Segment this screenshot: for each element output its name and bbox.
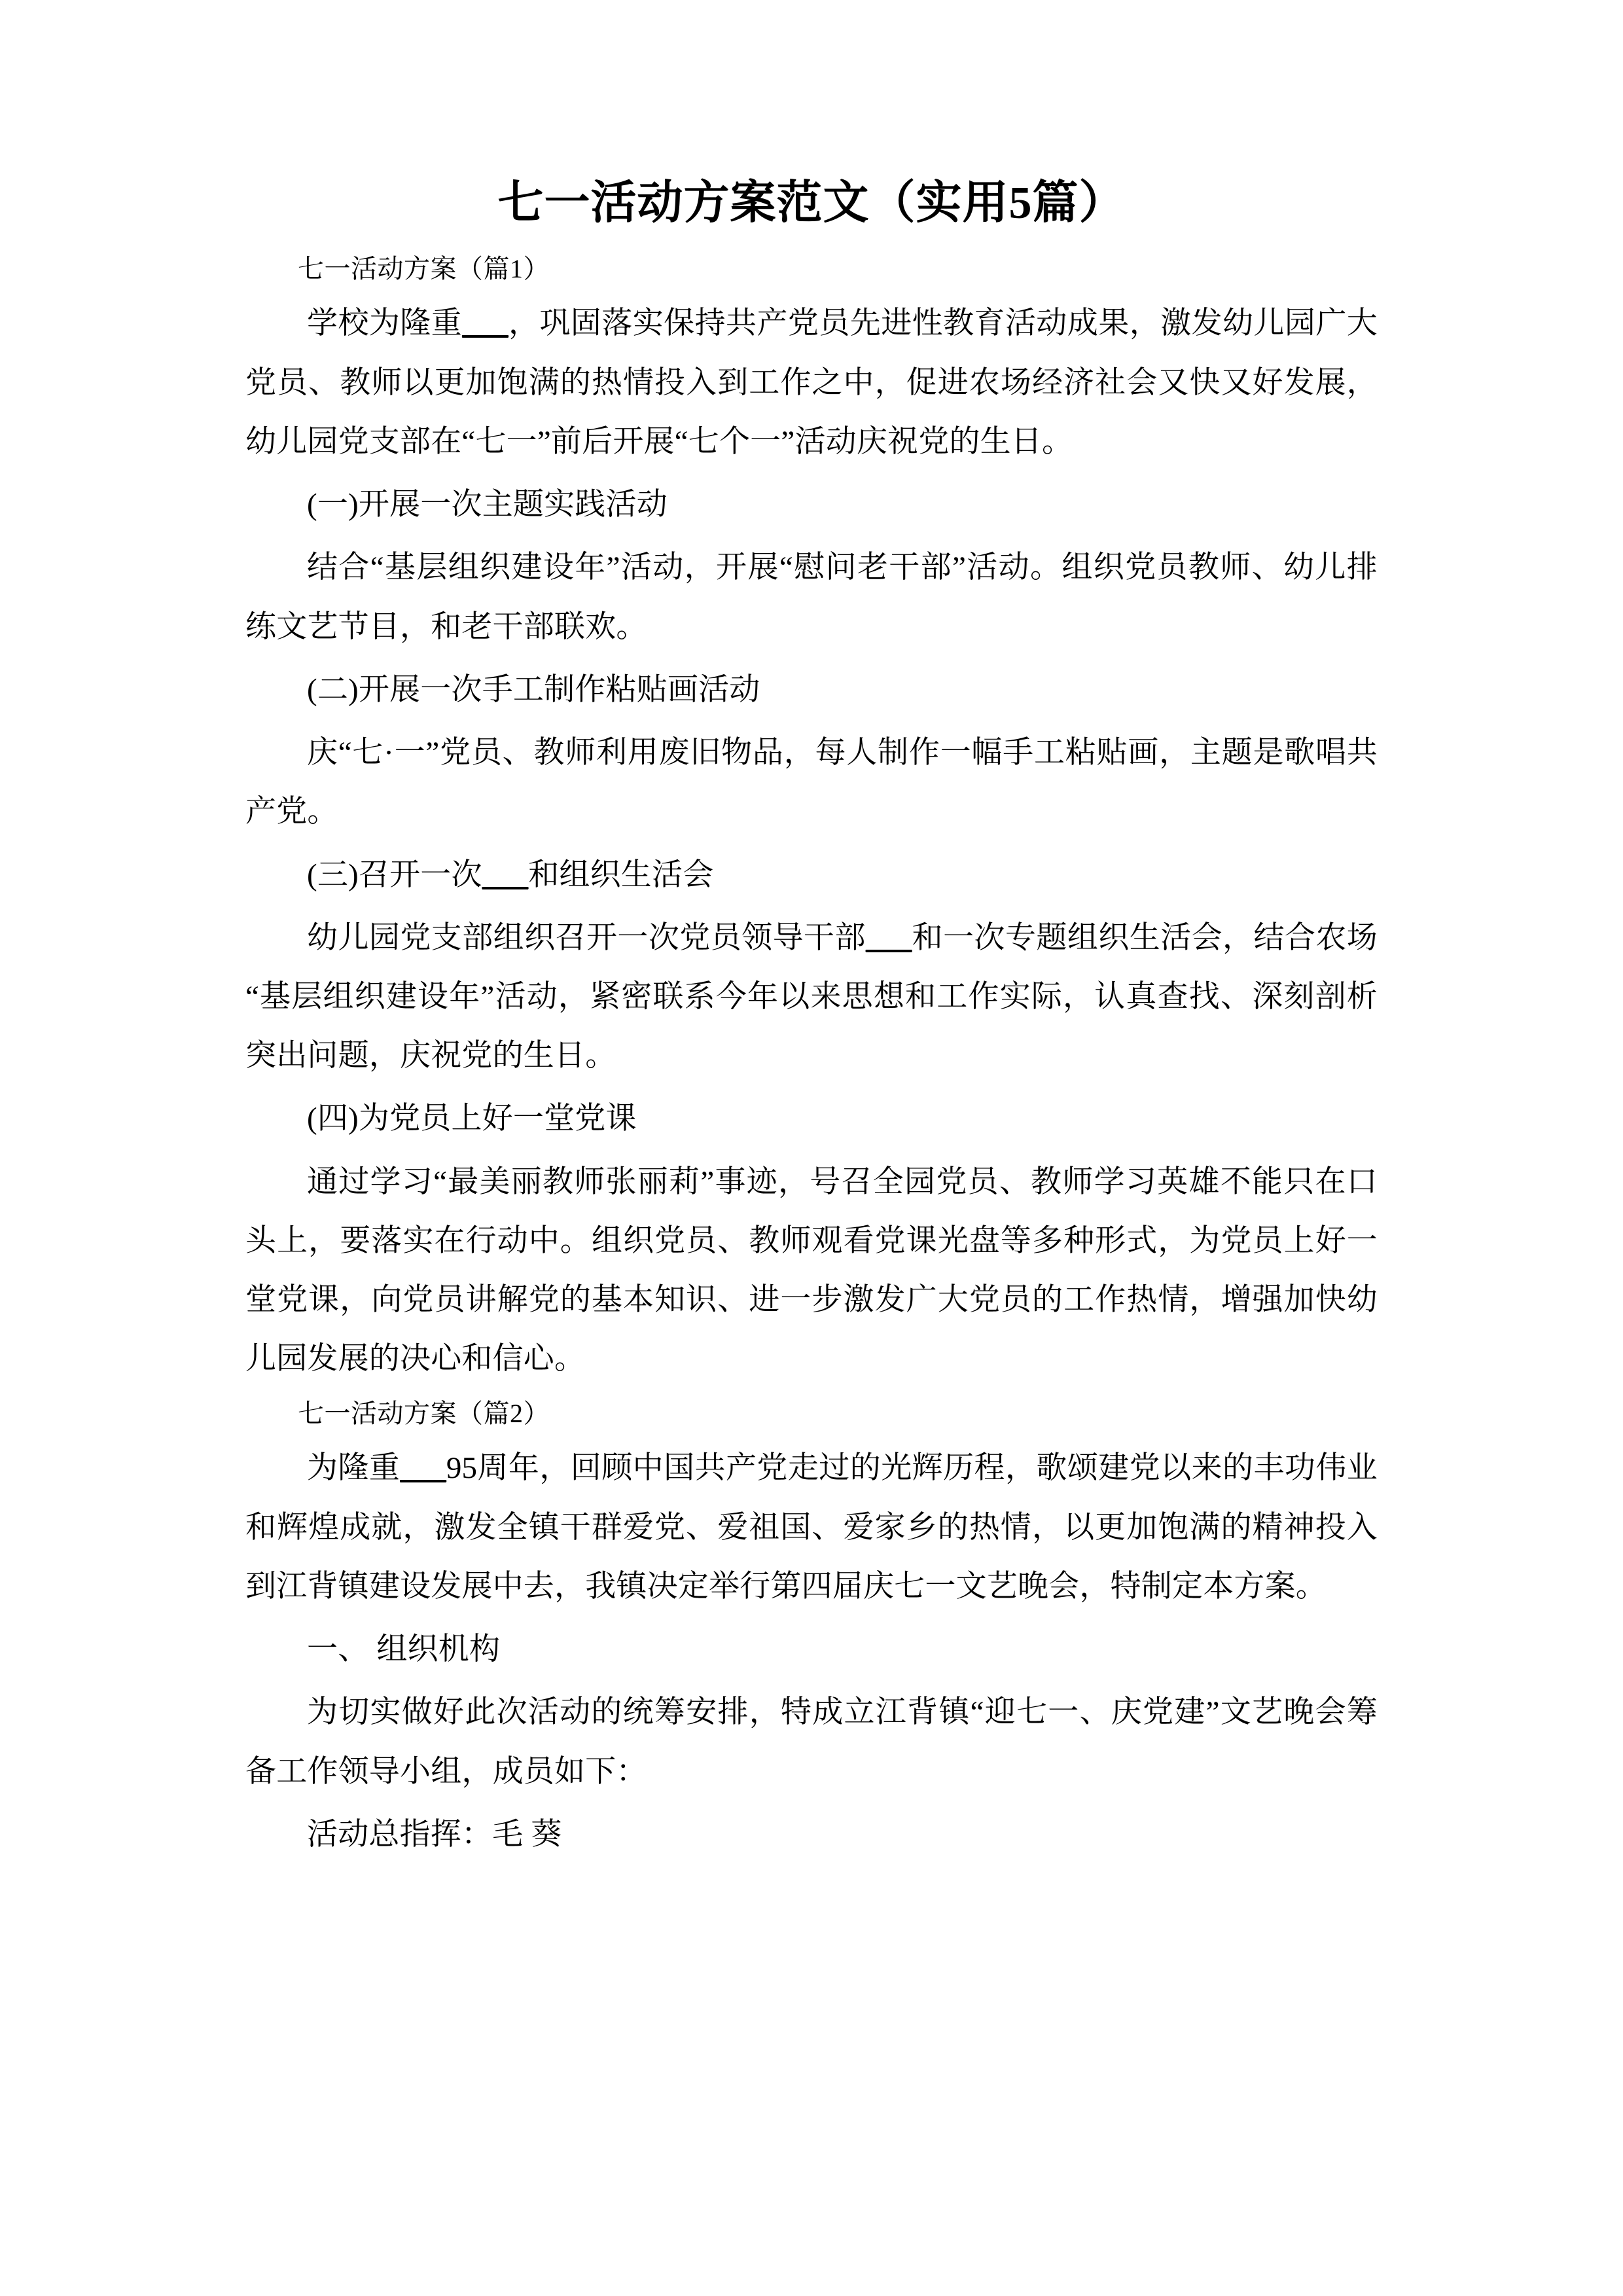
body-paragraph: 为切实做好此次活动的统筹安排，特成立江背镇“迎七一、庆党建”文艺晚会筹备工作领导小组，成员如下：: [245, 1695, 1378, 1789]
sub-heading: (四)为党员上好一堂党课: [307, 1102, 637, 1136]
blank-fill: ___: [482, 857, 529, 892]
sub-heading: (一)开展一次主题实践活动: [307, 488, 668, 522]
body-paragraph: 幼儿园党支部组织召开一次党员领导干部___和一次专题组织生活会，结合农场“基层组织建设年”活动，紧密联系今年以来思想和工作实际，认真查找、深刻剖析突出问题，庆祝党的生日。: [245, 920, 1378, 1073]
blank-fill: ___: [865, 920, 912, 955]
page-title: 七一活动方案范文（实用5篇）: [497, 178, 1126, 228]
sub-heading: 一、 组织机构: [307, 1632, 501, 1667]
blank-fill: ___: [400, 1451, 446, 1486]
document-body: [245, 248, 1378, 1864]
body-paragraph: 学校为隆重___，巩固落实保持共产党员先进性教育活动成果，激发幼儿园广大党员、教师以更加饱满的热情投入到工作之中，促进农场经济社会又快又好发展，幼儿园党支部在“七一”前后开展“七个一”活动庆祝党的生日。: [245, 306, 1378, 459]
section-heading: 七一活动方案（篇2）: [298, 1398, 550, 1428]
body-paragraph: 结合“基层组织建设年”活动，开展“慰问老干部”活动。组织党员教师、幼儿排练文艺节目，和老干部联欢。: [245, 550, 1378, 644]
document-content: [245, 177, 1378, 1868]
body-paragraph: 为隆重___95周年，回顾中国共产党走过的光辉历程，歌颂建党以来的丰功伟业和辉煌成就，激发全镇干群爱党、爱祖国、爱家乡的热情，以更加饱满的精神投入到江背镇建设发展中去，我镇决定举行第四届庆七一文艺晚会，特制定本方案。: [245, 1451, 1378, 1604]
section-heading: 七一活动方案（篇1）: [298, 253, 550, 283]
sub-heading: (三)召开一次___和组织生活会: [307, 857, 714, 892]
blank-fill: ___: [462, 306, 508, 341]
body-paragraph: 通过学习“最美丽教师张丽莉”事迹，号召全园党员、教师学习英雄不能只在口头上，要落实在行动中。组织党员、教师观看党课光盘等多种形式，为党员上好一堂党课，向党员讲解党的基本知识、进一步激发广大党员的工作热情，增强加快幼儿园发展的决心和信心。: [245, 1164, 1378, 1376]
body-paragraph: 庆“七·一”党员、教师利用废旧物品，每人制作一幅手工粘贴画，主题是歌唱共产党。: [245, 736, 1378, 829]
sub-heading: (二)开展一次手工制作粘贴画活动: [307, 672, 760, 707]
sub-heading: 活动总指挥：毛 葵: [307, 1817, 562, 1852]
